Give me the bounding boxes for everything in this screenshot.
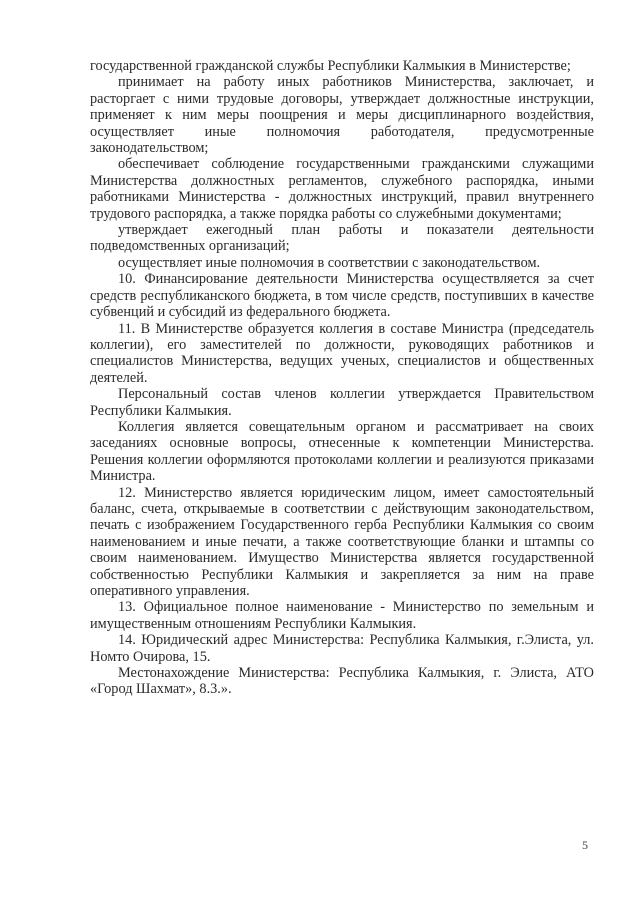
- paragraph: Персональный состав членов коллегии утверждается Правительством Республики Калмыкия.: [90, 386, 594, 419]
- paragraph: Местонахождение Министерства: Республика Калмыкия, г. Элиста, АТО «Город Шахмат», 8.3.».: [90, 665, 594, 698]
- paragraph: осуществляет иные полномочия в соответствии с законодательством.: [118, 254, 541, 271]
- paragraph: 13. Официальное полное наименование - Министерство по земельным и имущественным отношениям Республики Калмыкия.: [90, 599, 594, 632]
- paragraph: Коллегия является совещательным органом и рассматривает на своих заседаниях основные вопросы, отнесенные к компетенции Министерства. Решения коллегии оформляются протоколами коллегии и реализуются приказами Министра.: [90, 418, 594, 485]
- paragraph: обеспечивает соблюдение государственными гражданскими служащими Министерства должностных регламентов, служебного распорядка, иными работниками Министерства - должностных инструкций, правил внутреннего трудового распорядка, а также порядка работы со служебными документами;: [90, 156, 594, 222]
- paragraph: 14. Юридический адрес Министерства: Республика Калмыкия, г.Элиста, ул. Номто Очирова, 15.: [90, 632, 594, 665]
- paragraph: 11. В Министерстве образуется коллегия в составе Министра (председатель коллегии), его заместителей по должности, руководящих работников и специалистов Министерства, ведущих ученых, специалистов и общественных деятелей.: [90, 320, 594, 386]
- paragraph: 10. Финансирование деятельности Министерства осуществляется за счет средств республиканского бюджета, в том числе средств, поступивших в качестве субвенций и субсидий из федерального бюджета.: [90, 271, 594, 321]
- document-body: [90, 58, 594, 698]
- paragraph: принимает на работу иных работников Министерства, заключает, и расторгает с ними трудовые договоры, утверждает должностные инструкции, применяет к ним меры поощрения и меры дисциплинарного воздействия, осуществляет иные полномочия работодателя, предусмотренные законодательством;: [90, 74, 594, 157]
- paragraph: 12. Министерство является юридическим лицом, имеет самостоятельный баланс, счета, открываемые в соответствии с действующим законодательством, печать с изображением Государственного герба Республики Калмыкия со своим наименованием и иные печати, а также соответствующие бланки и штампы со своим наименованием. Имущество Министерства является государственной собственностью Республики Калмыкия и закрепляется за ним на праве оперативного управления.: [90, 484, 594, 599]
- page-number: 5: [582, 838, 588, 852]
- paragraph: государственной гражданской службы Республики Калмыкия в Министерстве;: [90, 58, 571, 74]
- paragraph: утверждает ежегодный план работы и показатели деятельности подведомственных организаций;: [90, 222, 594, 255]
